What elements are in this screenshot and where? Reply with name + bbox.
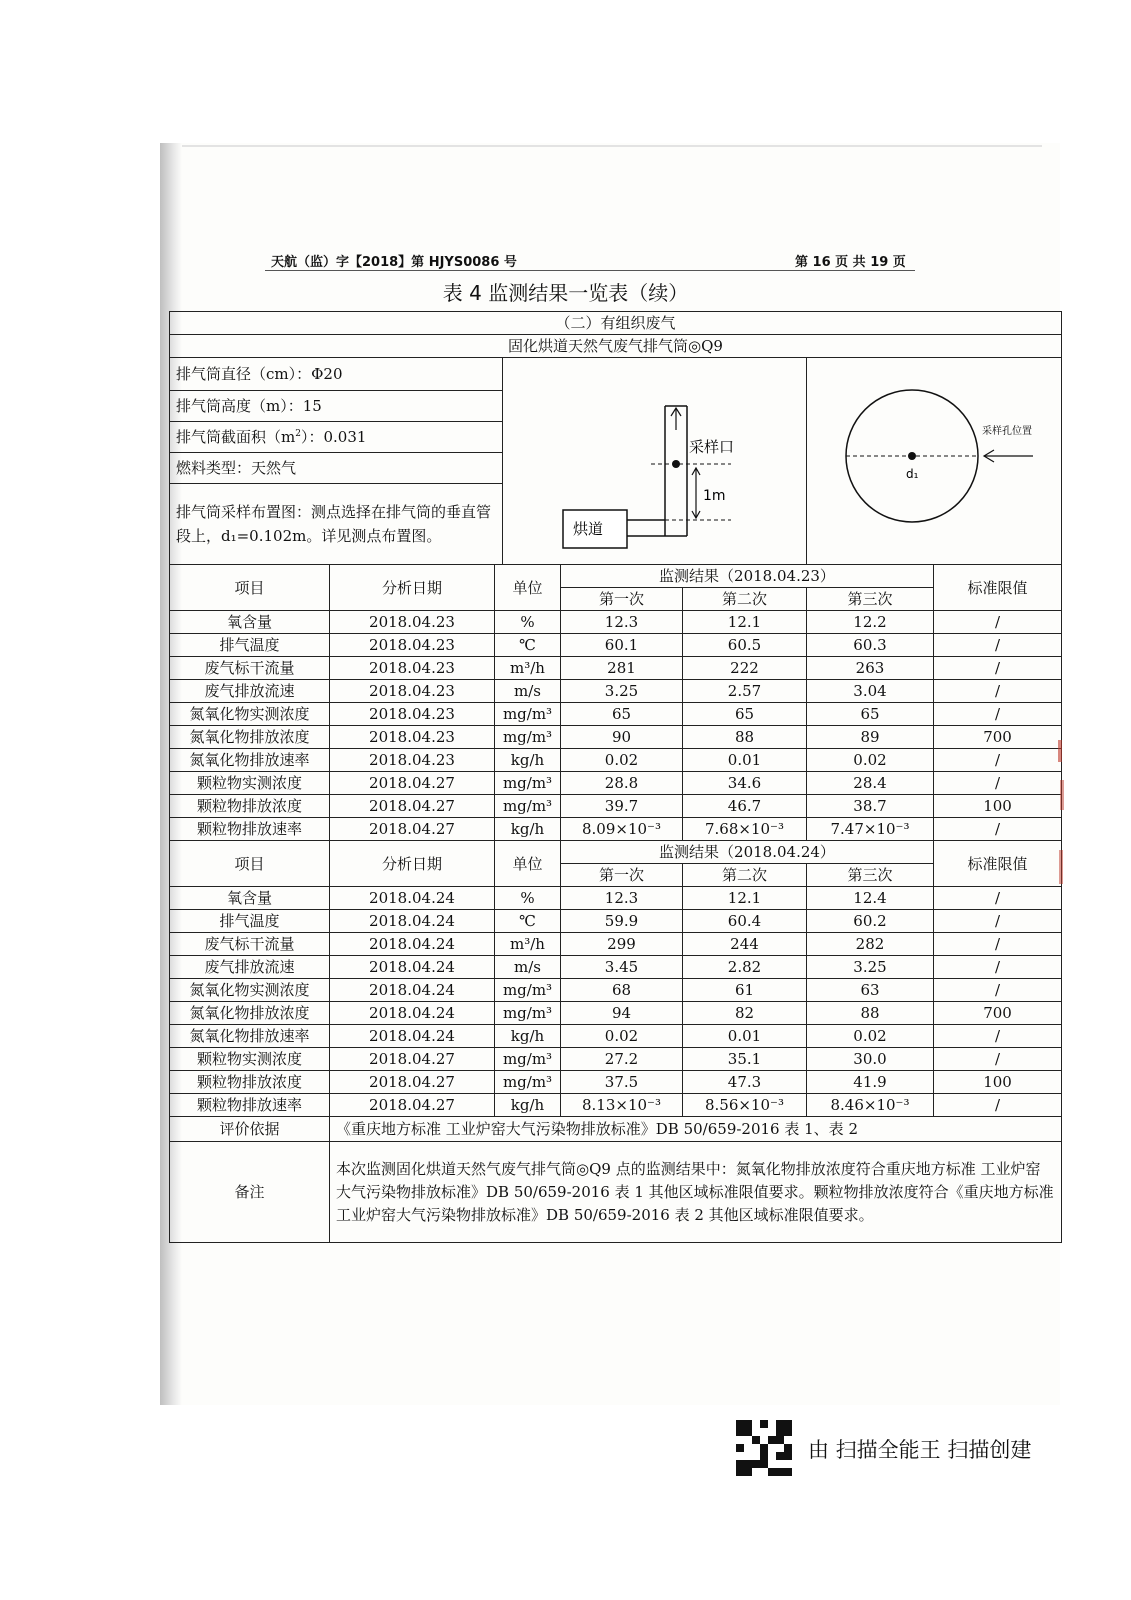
cell-v1: 28.8 — [561, 772, 683, 795]
oven-label: 烘道 — [572, 519, 603, 538]
cell-date: 2018.04.23 — [330, 657, 495, 680]
stack-diagram-svg — [541, 360, 769, 558]
cell-v2: 12.1 — [683, 611, 807, 634]
col-unit-2: 单位 — [495, 841, 561, 887]
cell-item: 氮氧化物排放浓度 — [170, 726, 330, 749]
cell-item: 氧含量 — [170, 887, 330, 910]
measuring-point-icon — [908, 452, 916, 460]
cell-v3: 88 — [807, 1002, 934, 1025]
qr-code-icon — [736, 1420, 792, 1476]
table-row — [170, 611, 1062, 634]
cell-v3: 0.02 — [807, 1025, 934, 1048]
cell-date: 2018.04.23 — [330, 634, 495, 657]
cell-limit: / — [934, 772, 1062, 795]
cell-limit: / — [934, 1048, 1062, 1071]
cell-v1: 8.09×10⁻³ — [561, 818, 683, 841]
cell-date: 2018.04.24 — [330, 910, 495, 933]
diameter-cell: 排气筒直径（cm）：Φ20 — [170, 358, 503, 391]
page-number: 第 16 页 共 19 页 — [795, 255, 906, 270]
table-row — [170, 910, 1062, 933]
cell-unit: kg/h — [495, 818, 561, 841]
cell-v1: 8.13×10⁻³ — [561, 1094, 683, 1117]
page-title: 表 4 监测结果一览表（续） — [442, 281, 689, 305]
basis-text: 《重庆地方标准 工业炉窑大气污染物排放标准》DB 50/659-2016 表 1、表 2 — [330, 1117, 1062, 1142]
group1-rows — [170, 611, 1062, 841]
cell-item: 颗粒物排放浓度 — [170, 1071, 330, 1094]
area-suffix: ）：0.031 — [300, 428, 367, 446]
cell-limit: / — [934, 703, 1062, 726]
cell-unit: mg/m³ — [495, 726, 561, 749]
cell-unit: % — [495, 611, 561, 634]
cell-v1: 37.5 — [561, 1071, 683, 1094]
cell-v2: 7.68×10⁻³ — [683, 818, 807, 841]
cell-date: 2018.04.24 — [330, 956, 495, 979]
cell-date: 2018.04.23 — [330, 680, 495, 703]
cell-v2: 60.4 — [683, 910, 807, 933]
cell-item: 废气排放流速 — [170, 956, 330, 979]
table-row — [170, 772, 1062, 795]
cell-v3: 8.46×10⁻³ — [807, 1094, 934, 1117]
area-exponent: 2 — [295, 429, 301, 439]
cell-v3: 3.04 — [807, 680, 934, 703]
remark-label: 备注 — [170, 1142, 330, 1243]
table-row — [170, 726, 1062, 749]
cell-limit: / — [934, 749, 1062, 772]
table-row — [170, 887, 1062, 910]
sampling-point-icon — [672, 460, 680, 468]
cell-v1: 299 — [561, 933, 683, 956]
cell-unit: kg/h — [495, 1025, 561, 1048]
col-second-2: 第二次 — [683, 864, 807, 887]
sampling-port-label: 采样口 — [688, 437, 734, 456]
cell-date: 2018.04.27 — [330, 1048, 495, 1071]
edge-marks — [1056, 740, 1070, 900]
table-row — [170, 1094, 1062, 1117]
cell-item: 氧含量 — [170, 611, 330, 634]
cell-unit: m/s — [495, 680, 561, 703]
col-second: 第二次 — [683, 588, 807, 611]
cell-v2: 2.82 — [683, 956, 807, 979]
cell-limit: / — [934, 933, 1062, 956]
table-row — [170, 1071, 1062, 1094]
cell-date: 2018.04.27 — [330, 772, 495, 795]
cell-limit: / — [934, 657, 1062, 680]
col-date: 分析日期 — [330, 565, 495, 611]
height-cell: 排气筒高度（m）：15 — [170, 391, 503, 422]
cell-limit: / — [934, 634, 1062, 657]
scanner-caption: 由 扫描全能王 扫描创建 — [808, 1438, 1032, 1462]
cell-v2: 82 — [683, 1002, 807, 1025]
cell-unit: ℃ — [495, 634, 561, 657]
table-row — [170, 933, 1062, 956]
d1-label: d₁ — [905, 466, 918, 481]
cell-unit: mg/m³ — [495, 703, 561, 726]
cell-date: 2018.04.24 — [330, 1025, 495, 1048]
col-item-2: 项目 — [170, 841, 330, 887]
cell-v3: 12.4 — [807, 887, 934, 910]
col-limit-2: 标准限值 — [934, 841, 1062, 887]
cell-limit: / — [934, 956, 1062, 979]
table-row — [170, 1025, 1062, 1048]
cell-v2: 0.01 — [683, 1025, 807, 1048]
cell-item: 废气排放流速 — [170, 680, 330, 703]
cell-v1: 27.2 — [561, 1048, 683, 1071]
group2-heading: 监测结果（2018.04.24） — [561, 841, 934, 864]
cell-unit: kg/h — [495, 1094, 561, 1117]
section-diagram-svg — [808, 360, 1061, 558]
cell-item: 氮氧化物排放浓度 — [170, 1002, 330, 1025]
cell-v1: 3.45 — [561, 956, 683, 979]
cell-limit: / — [934, 910, 1062, 933]
table-row — [170, 1048, 1062, 1071]
cell-item: 氮氧化物排放速率 — [170, 749, 330, 772]
cell-unit: mg/m³ — [495, 795, 561, 818]
cell-limit: / — [934, 887, 1062, 910]
cell-v1: 12.3 — [561, 887, 683, 910]
cell-date: 2018.04.27 — [330, 795, 495, 818]
cell-unit: % — [495, 887, 561, 910]
cell-v1: 281 — [561, 657, 683, 680]
cell-v2: 60.5 — [683, 634, 807, 657]
cell-item: 颗粒物排放速率 — [170, 1094, 330, 1117]
cell-date: 2018.04.24 — [330, 887, 495, 910]
cell-v3: 7.47×10⁻³ — [807, 818, 934, 841]
table-row — [170, 979, 1062, 1002]
cell-v2: 47.3 — [683, 1071, 807, 1094]
cell-v1: 0.02 — [561, 1025, 683, 1048]
stack-side-diagram — [503, 358, 807, 565]
group1-heading: 监测结果（2018.04.23） — [561, 565, 934, 588]
cell-limit: / — [934, 1025, 1062, 1048]
cell-v3: 89 — [807, 726, 934, 749]
cell-v3: 38.7 — [807, 795, 934, 818]
table-row — [170, 749, 1062, 772]
cell-item: 颗粒物排放浓度 — [170, 795, 330, 818]
cell-v3: 65 — [807, 703, 934, 726]
cell-limit: 700 — [934, 726, 1062, 749]
cell-limit: / — [934, 1094, 1062, 1117]
section-heading: （二）有组织废气 — [170, 312, 1062, 335]
top-edge — [182, 145, 1042, 147]
cell-date: 2018.04.23 — [330, 749, 495, 772]
cell-unit: ℃ — [495, 910, 561, 933]
cell-v2: 12.1 — [683, 887, 807, 910]
cell-v2: 35.1 — [683, 1048, 807, 1071]
group2-rows — [170, 887, 1062, 1117]
cell-unit: mg/m³ — [495, 979, 561, 1002]
cell-v2: 0.01 — [683, 749, 807, 772]
cell-limit: / — [934, 818, 1062, 841]
cell-v3: 3.25 — [807, 956, 934, 979]
area-prefix: 排气筒截面积（m — [176, 428, 296, 446]
fuel-cell: 燃料类型：天然气 — [170, 453, 503, 484]
cell-date: 2018.04.24 — [330, 933, 495, 956]
cell-unit: mg/m³ — [495, 1048, 561, 1071]
cell-v3: 282 — [807, 933, 934, 956]
cell-limit: / — [934, 680, 1062, 703]
cell-item: 颗粒物实测浓度 — [170, 1048, 330, 1071]
cell-unit: m³/h — [495, 933, 561, 956]
table-row — [170, 657, 1062, 680]
stack-section-diagram — [807, 358, 1062, 565]
table-row — [170, 680, 1062, 703]
cell-v1: 0.02 — [561, 749, 683, 772]
cell-v3: 30.0 — [807, 1048, 934, 1071]
basis-label: 评价依据 — [170, 1117, 330, 1142]
cell-unit: mg/m³ — [495, 772, 561, 795]
cell-v2: 65 — [683, 703, 807, 726]
cell-date: 2018.04.23 — [330, 703, 495, 726]
col-first-2: 第一次 — [561, 864, 683, 887]
cell-v2: 61 — [683, 979, 807, 1002]
col-date-2: 分析日期 — [330, 841, 495, 887]
cell-limit: / — [934, 611, 1062, 634]
col-third: 第三次 — [807, 588, 934, 611]
col-third-2: 第三次 — [807, 864, 934, 887]
cell-v1: 90 — [561, 726, 683, 749]
cell-item: 废气标干流量 — [170, 933, 330, 956]
scanner-footer — [736, 1420, 1096, 1480]
cell-item: 氮氧化物实测浓度 — [170, 979, 330, 1002]
cell-v1: 12.3 — [561, 611, 683, 634]
cell-v1: 3.25 — [561, 680, 683, 703]
cell-v3: 0.02 — [807, 749, 934, 772]
cell-limit: 100 — [934, 1071, 1062, 1094]
header-divider — [265, 270, 915, 271]
layout-cell: 排气筒采样布置图：测点选择在排气筒的垂直管段上，d₁=0.102m。详见测点布置图。 — [170, 484, 503, 565]
cell-item: 废气标干流量 — [170, 657, 330, 680]
cell-v3: 12.2 — [807, 611, 934, 634]
cell-date: 2018.04.27 — [330, 1071, 495, 1094]
cell-v3: 63 — [807, 979, 934, 1002]
cell-v2: 244 — [683, 933, 807, 956]
cell-v3: 263 — [807, 657, 934, 680]
cell-v2: 34.6 — [683, 772, 807, 795]
cell-v2: 2.57 — [683, 680, 807, 703]
cell-date: 2018.04.27 — [330, 1094, 495, 1117]
cell-unit: mg/m³ — [495, 1002, 561, 1025]
cell-v1: 60.1 — [561, 634, 683, 657]
cell-v2: 88 — [683, 726, 807, 749]
col-unit: 单位 — [495, 565, 561, 611]
cell-unit: mg/m³ — [495, 1071, 561, 1094]
cell-v3: 28.4 — [807, 772, 934, 795]
cell-limit: / — [934, 979, 1062, 1002]
cell-unit: kg/h — [495, 749, 561, 772]
cell-v1: 65 — [561, 703, 683, 726]
cell-date: 2018.04.24 — [330, 1002, 495, 1025]
cell-limit: 100 — [934, 795, 1062, 818]
cell-item: 氮氧化物排放速率 — [170, 1025, 330, 1048]
col-item: 项目 — [170, 565, 330, 611]
cell-item: 排气温度 — [170, 910, 330, 933]
table-row — [170, 956, 1062, 979]
cell-v1: 59.9 — [561, 910, 683, 933]
cell-v1: 68 — [561, 979, 683, 1002]
cell-v3: 60.2 — [807, 910, 934, 933]
table-row — [170, 795, 1062, 818]
cell-item: 颗粒物排放速率 — [170, 818, 330, 841]
cell-unit: m/s — [495, 956, 561, 979]
cell-v2: 222 — [683, 657, 807, 680]
cell-date: 2018.04.27 — [330, 818, 495, 841]
table-row — [170, 703, 1062, 726]
document-number: 天航（监）字【2018】第 HJYS0086 号 — [271, 255, 517, 270]
cell-limit: 700 — [934, 1002, 1062, 1025]
cell-v3: 41.9 — [807, 1071, 934, 1094]
distance-label: 1m — [702, 487, 726, 504]
table-row — [170, 1002, 1062, 1025]
stack-heading: 固化烘道天然气废气排气筒◎Q9 — [170, 335, 1062, 358]
cell-date: 2018.04.23 — [330, 611, 495, 634]
cell-v3: 60.3 — [807, 634, 934, 657]
hole-position-label: 采样孔位置 — [981, 425, 1032, 437]
cell-item: 氮氧化物实测浓度 — [170, 703, 330, 726]
col-limit: 标准限值 — [934, 565, 1062, 611]
col-first: 第一次 — [561, 588, 683, 611]
cell-item: 颗粒物实测浓度 — [170, 772, 330, 795]
cell-v1: 39.7 — [561, 795, 683, 818]
cell-date: 2018.04.23 — [330, 726, 495, 749]
table-row — [170, 634, 1062, 657]
result-grid — [169, 311, 1062, 1243]
cell-v2: 8.56×10⁻³ — [683, 1094, 807, 1117]
cell-item: 排气温度 — [170, 634, 330, 657]
cell-v1: 94 — [561, 1002, 683, 1025]
cell-v2: 46.7 — [683, 795, 807, 818]
area-cell — [170, 422, 503, 453]
cell-unit: m³/h — [495, 657, 561, 680]
remark-text: 本次监测固化烘道天然气废气排气筒◎Q9 点的监测结果中：氮氧化物排放浓度符合重庆地方标准 工业炉窑大气污染物排放标准》DB 50/659-2016 表 1 其他区域标准限值要求。颗粒物排放浓度符合《重庆地方标准 工业炉窑大气污染物排放标准》DB 50/659-2016 表 2 其他区域标准限值要求。 — [330, 1142, 1062, 1243]
table-row — [170, 818, 1062, 841]
cell-date: 2018.04.24 — [330, 979, 495, 1002]
